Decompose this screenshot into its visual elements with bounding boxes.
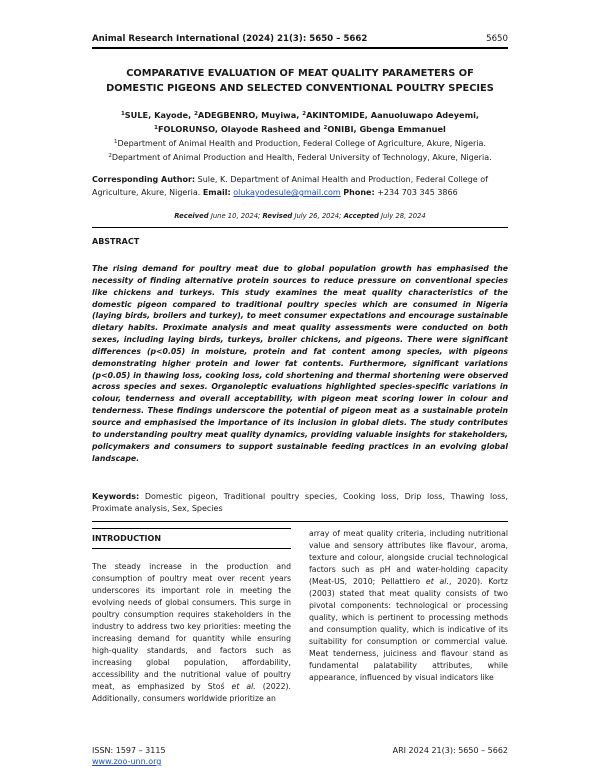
phone-label: Phone: [343,188,375,197]
intro-paragraph-1 [92,561,291,705]
footer-citation: ARI 2024 21(3): 5650 – 5662 [392,746,508,755]
keywords-text: Domestic pigeon, Traditional poultry species, Cooking loss, Drip loss, Thawing loss, Proximate analysis, Sex, Species [92,492,508,513]
affiliation-sup: 2 [108,153,112,159]
author-name: ADEGBENRO, Muyiwa, [197,110,303,120]
revised-label: Revised [262,212,293,220]
intro-text: , 2020). Kortz (2003) stated that meat quality consists of two pivotal components: technological or processing quality, which is pertinent to processing methods and consumption quality, which is indicative of its suitability for consumption or commercial value. Meat tenderness, juiciness and flavour stand as fundamental palatability attributes, while appearance, influenced by visual indicators like [309,577,508,682]
running-header [92,34,508,44]
page-footer [92,745,508,767]
page-number: 5650 [486,34,508,44]
corresponding-author [92,173,508,199]
phone-number: +234 703 345 3866 [374,188,458,197]
author-name: ONIBI, Gbenga Emmanuel [327,124,446,134]
affiliation-text: Department of Animal Production and Health, Federal University of Technology, Akure, Nigeria. [111,153,492,162]
author-name: AKINTOMIDE, Aanuoluwapo Adeyemi, [306,110,480,120]
issn: ISSN: 1597 – 3115 [92,746,166,755]
affiliations [92,136,508,164]
keywords [92,491,508,515]
introduction-heading: INTRODUCTION [92,534,162,543]
accepted-label: Accepted [343,212,379,220]
intro-etal: et al. [231,682,256,691]
intro-text: (2022). Additionally, consumers worldwide prioritize an [92,682,292,703]
header-divider [92,47,508,49]
revised-date: July 26, 2024; [292,212,344,220]
article-title [92,66,508,96]
affiliation-text: Department of Animal Health and Production, Federal College of Agriculture, Akure, Nigeria. [117,139,486,148]
intro-etal: et al. [425,577,449,586]
abstract-heading: ABSTRACT [92,237,140,246]
affiliation-sup: 1 [114,139,118,145]
author-name: FOLORUNSO, Olayode Rasheed and [157,124,324,134]
abstract-divider [92,227,508,228]
affiliation-2 [92,150,508,164]
author-line-1 [92,108,508,122]
intro-rule-bottom [92,548,291,549]
title-line-2: DOMESTIC PIGEONS AND SELECTED CONVENTIONAL POULTRY SPECIES [106,83,494,94]
author-sup: 2 [302,111,307,117]
left-column [92,528,291,705]
intro-text: The steady increase in the production and consumption of poultry meat over recent years underscores its important role in meeting the evolving needs of global consumers. This surge in poultry consumption requires stakeholders in the industry to address two key priorities: meeting the increasing demand for quantity while ensuring high-quality standards, and factors such as increasing global population, affordability, accessibility and the nutritional value of poultry meat, as emphasized by Stoś [92,562,291,691]
keywords-divider [92,521,508,522]
title-line-1: COMPARATIVE EVALUATION OF MEAT QUALITY PARAMETERS OF [126,68,474,79]
footer-left [92,745,166,767]
intro-text: array of meat quality criteria, including nutritional value and sensory attributes like flavour, aroma, texture and colour, alongside crucial technological factors such as pH and water-holding capacity (Meat-US, 2010; Pellattiero [309,529,508,586]
right-column [309,528,508,684]
email-label: Email: [202,188,231,197]
intro-rule-top [92,528,291,529]
author-sup: 1 [120,111,125,117]
journal-citation: Animal Research International (2024) 21(3): 5650 – 5662 [92,34,368,44]
corresponding-label: Corresponding Author: [92,175,196,184]
author-list [92,108,508,136]
intro-paragraph-2 [309,528,508,684]
author-sup: 1 [154,125,158,131]
author-sup: 2 [323,125,328,131]
keywords-label: Keywords: [92,492,140,501]
corresponding-text: Sule, K. Department of Animal Health and Production, Federal College of Agriculture, Akure, Nigeria. [92,175,488,197]
author-sup: 2 [194,111,198,117]
accepted-date: July 28, 2024 [378,212,426,220]
affiliation-1 [92,136,508,150]
received-date: June 10, 2024; [208,212,263,220]
author-name: SULE, Kayode, [124,110,195,120]
email-link[interactable]: olukayodesule@gmail.com [233,188,341,197]
website-link[interactable]: www.zoo-unn.org [92,757,162,766]
abstract-body: The rising demand for poultry meat due to global population growth has emphasised the necessity of finding alternative protein sources to reduce pressure on conventional species like chickens and turkeys. This study examines the meat quality characteristics of the domestic pigeon compared to traditional poultry species which are consumed in Nigeria (laying birds, broilers and turkey), to meet consumer expectations and encourage sustainable dietary habits. Proximate analysis and meat quality assessments were conducted on both sexes, including laying birds, turkeys, broiler chickens, and pigeons. There were significant differences (p<0.05) in moisture, protein and fat content among species, with pigeons demonstrating higher protein and lower fat contents. Furthermore, significant variations (p<0.05) in thawing loss, cooking loss, cold shortening and thermal shortening were observed across species and sexes. Organoleptic evaluations highlighted species-specific variations in colour, tenderness and overall acceptability, with pigeon meat scoring lower in colour and tenderness. These findings underscore the potential of pigeon meat as a sustainable protein source and emphasised the importance of its inclusion in global diets. The study contributes to understanding poultry meat quality dynamics, providing valuable insights for stakeholders, policymakers and consumers to support sustainable feeding practices in an evolving global landscape. [92,264,508,463]
author-line-2 [92,122,508,136]
received-label: Received [174,212,209,220]
article-dates [92,212,508,220]
